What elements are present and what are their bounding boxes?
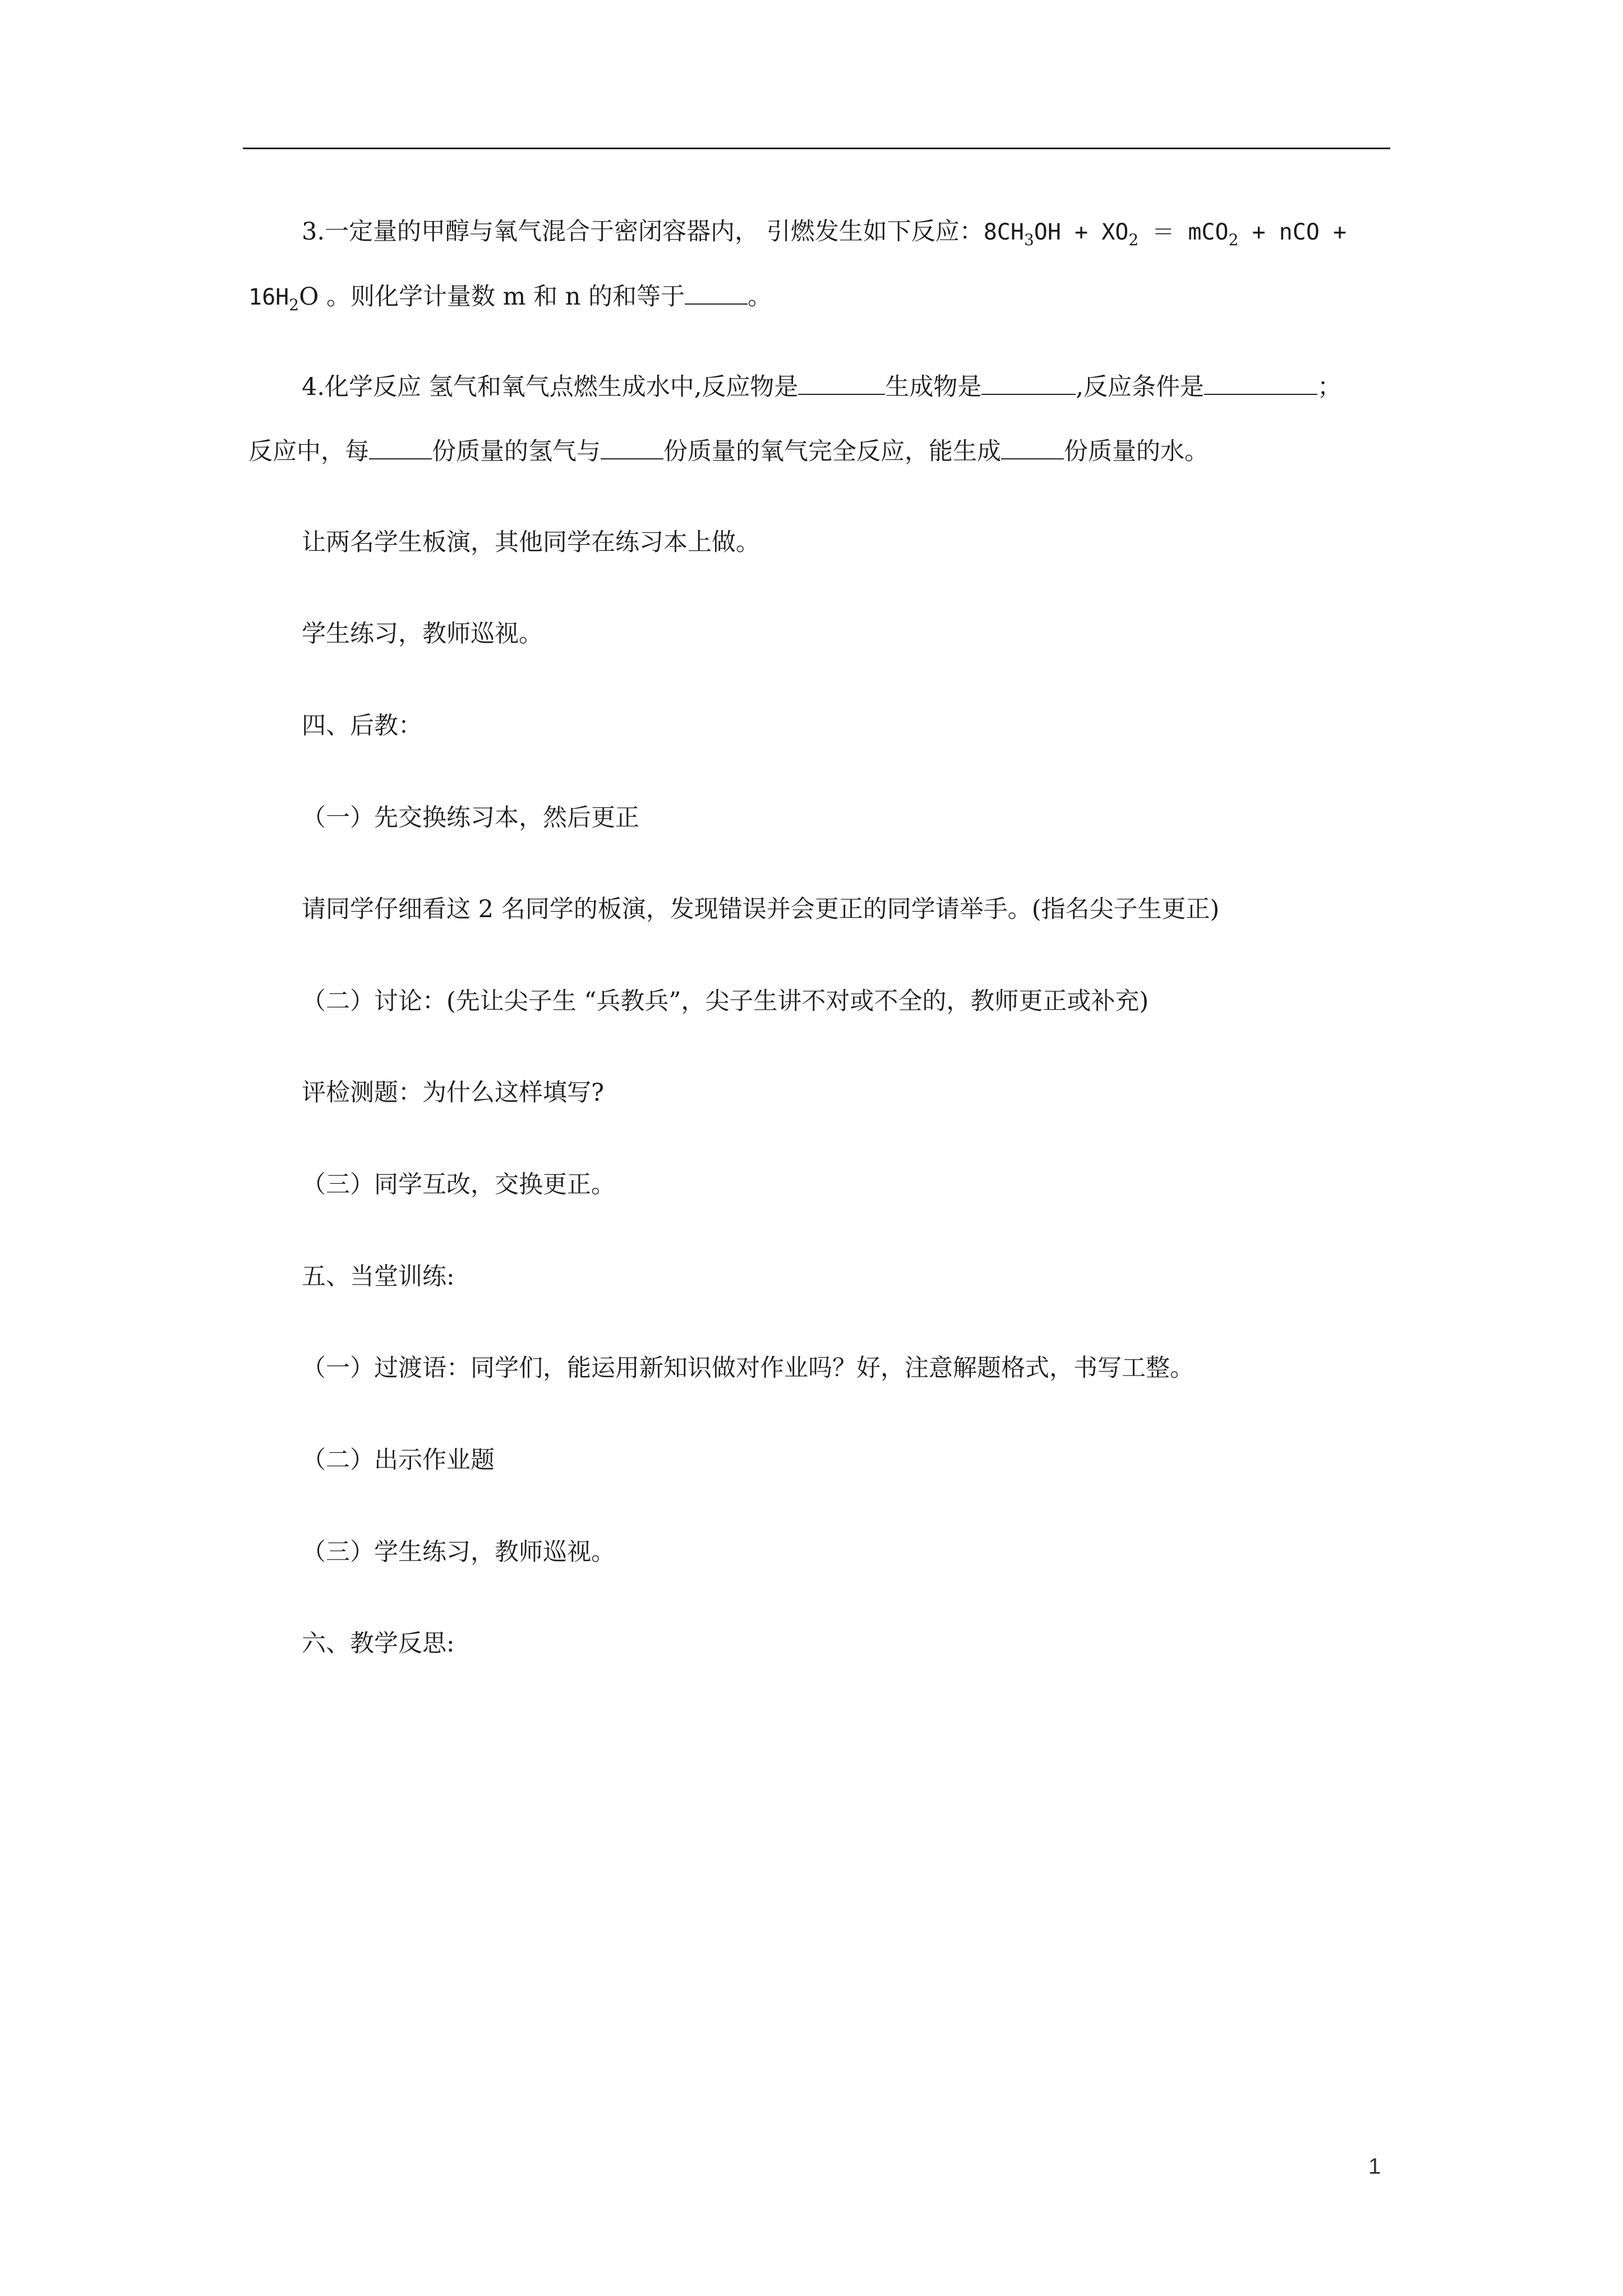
equation-subscript: 2: [1128, 231, 1139, 249]
answer-blank: [1204, 372, 1317, 395]
header-rule: [243, 148, 1390, 149]
equation-part: ＝ mCO: [1138, 219, 1229, 245]
section-heading: 五、当堂训练:: [302, 1263, 455, 1291]
question-4-line-2: [248, 435, 1209, 468]
equation-part: 8CH: [983, 219, 1024, 245]
paragraph: （三）学生练习，教师巡视。: [302, 1538, 615, 1566]
equation-part: 16H: [248, 284, 289, 310]
answer-blank: [601, 437, 663, 459]
paragraph: （二）讨论：(先让尖子生 “兵教兵”，尖子生讲不对或不全的，教师更正或补充): [302, 987, 1149, 1015]
answer-blank: [981, 372, 1076, 395]
paragraph: （三）同学互改，交换更正。: [302, 1171, 615, 1199]
question-3-line-2: [248, 280, 772, 314]
question-3-text: O 。则化学计量数 m 和 n 的和等于: [299, 283, 685, 311]
equation-subscript: 3: [1023, 231, 1034, 249]
page-number: 1: [1368, 2154, 1381, 2179]
question-3-line-1: [302, 215, 1347, 249]
question-4-text: 份质量的水。: [1064, 438, 1209, 466]
paragraph: 评检测题：为什么这样填写?: [302, 1079, 605, 1107]
paragraph: （一）先交换练习本，然后更正: [302, 804, 639, 832]
equation-subscript: 2: [289, 296, 299, 314]
paragraph: 请同学仔细看这 2 名同学的板演，发现错误并会更正的同学请举手。(指名尖子生更正): [302, 895, 1220, 923]
question-4-text: 反应中，每: [248, 438, 369, 466]
answer-blank: [369, 437, 432, 459]
question-4-text: 4.化学反应 氢气和氧气点燃生成水中,反应物是: [302, 373, 799, 401]
answer-blank: [798, 372, 885, 395]
equation-part: OH + XO: [1034, 219, 1129, 245]
question-4-text: ,反应条件是: [1076, 373, 1205, 401]
question-4-text: 份质量的氧气完全反应，能生成: [663, 438, 1001, 466]
equation-part: + nCO +: [1238, 219, 1347, 245]
paragraph: 让两名学生板演，其他同学在练习本上做。: [302, 528, 760, 556]
answer-blank: [685, 282, 748, 305]
question-4-text: 生成物是: [885, 373, 982, 401]
question-4-line-1: [302, 370, 1341, 404]
paragraph: （二）出示作业题: [302, 1446, 495, 1474]
paragraph: 学生练习，教师巡视。: [302, 620, 543, 648]
answer-blank: [1001, 437, 1064, 459]
section-heading: 四、后教：: [302, 712, 422, 740]
question-3-text: 。: [748, 283, 772, 311]
paragraph: （一）过渡语：同学们，能运用新知识做对作业吗？好，注意解题格式，书写工整。: [302, 1354, 1194, 1382]
question-3-text: 3.一定量的甲醇与氧气混合于密闭容器内， 引燃发生如下反应：: [302, 218, 984, 246]
question-4-text: ；: [1317, 373, 1342, 401]
question-4-text: 份质量的氢气与: [432, 438, 601, 466]
equation-subscript: 2: [1228, 231, 1239, 249]
section-heading: 六、教学反思:: [302, 1630, 455, 1658]
